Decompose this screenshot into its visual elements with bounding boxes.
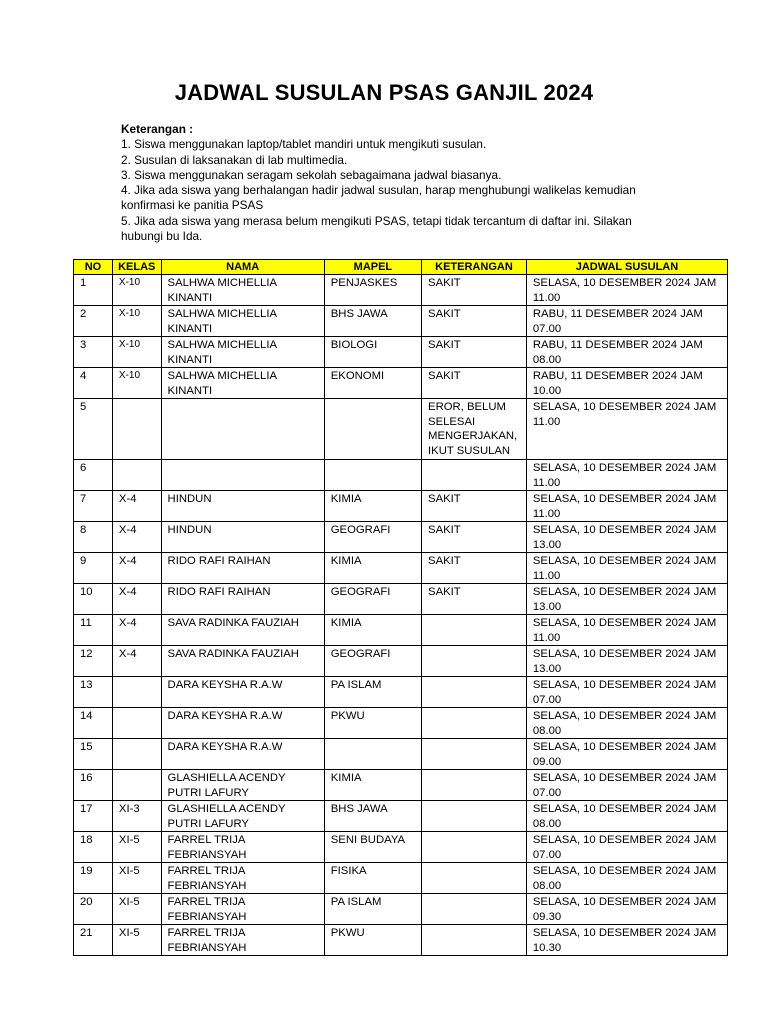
cell-mapel: GEOGRAFI bbox=[324, 584, 421, 615]
cell-nama: FARREL TRIJA FEBRIANSYAH bbox=[161, 863, 324, 894]
column-header-jadwal: JADWAL SUSULAN bbox=[526, 260, 727, 275]
table-row bbox=[74, 863, 728, 894]
cell-nama: SAVA RADINKA FAUZIAH bbox=[161, 615, 324, 646]
cell-nama: FARREL TRIJA FEBRIANSYAH bbox=[161, 894, 324, 925]
cell-mapel: KIMIA bbox=[324, 770, 421, 801]
cell-kelas: XI-5 bbox=[112, 925, 161, 956]
cell-keterangan bbox=[422, 770, 527, 801]
table-row bbox=[74, 491, 728, 522]
cell-kelas bbox=[112, 770, 161, 801]
cell-kelas: XI-5 bbox=[112, 863, 161, 894]
cell-keterangan bbox=[422, 894, 527, 925]
cell-mapel: BHS JAWA bbox=[324, 801, 421, 832]
cell-keterangan: SAKIT bbox=[422, 522, 527, 553]
table-row bbox=[74, 677, 728, 708]
cell-jadwal: SELASA, 10 DESEMBER 2024 JAM 09.00 bbox=[526, 739, 727, 770]
cell-jadwal: RABU, 11 DESEMBER 2024 JAM 07.00 bbox=[526, 306, 727, 337]
cell-mapel: KIMIA bbox=[324, 553, 421, 584]
note-item: 4. Jika ada siswa yang berhalangan hadir jadwal susulan, harap menghubungi walikelas kemudian konfirmasi ke panitia PSAS bbox=[121, 183, 636, 213]
cell-no: 6 bbox=[74, 460, 113, 491]
cell-mapel: BIOLOGI bbox=[324, 337, 421, 368]
note-item: 1. Siswa menggunakan laptop/tablet mandiri untuk mengikuti susulan. bbox=[121, 137, 487, 152]
table-row bbox=[74, 522, 728, 553]
cell-jadwal: SELASA, 10 DESEMBER 2024 JAM 11.00 bbox=[526, 615, 727, 646]
cell-no: 14 bbox=[74, 708, 113, 739]
page-title: JADWAL SUSULAN PSAS GANJIL 2024 bbox=[174, 80, 594, 105]
cell-keterangan bbox=[422, 863, 527, 894]
note-item: 3. Siswa menggunakan seragam sekolah sebagaimana jadwal biasanya. bbox=[121, 167, 502, 182]
table-row bbox=[74, 275, 728, 306]
cell-no: 19 bbox=[74, 863, 113, 894]
cell-jadwal: SELASA, 10 DESEMBER 2024 JAM 11.00 bbox=[526, 491, 727, 522]
cell-kelas: X-10 bbox=[112, 306, 161, 337]
cell-jadwal: SELASA, 10 DESEMBER 2024 JAM 11.00 bbox=[526, 460, 727, 491]
cell-kelas bbox=[112, 677, 161, 708]
cell-nama: RIDO RAFI RAIHAN bbox=[161, 553, 324, 584]
table-row bbox=[74, 646, 728, 677]
column-header-keterangan: KETERANGAN bbox=[422, 260, 527, 275]
cell-nama: DARA KEYSHA R.A.W bbox=[161, 677, 324, 708]
cell-mapel: BHS JAWA bbox=[324, 306, 421, 337]
column-header-kelas: KELAS bbox=[112, 260, 161, 275]
cell-nama: HINDUN bbox=[161, 491, 324, 522]
cell-mapel: PKWU bbox=[324, 925, 421, 956]
table-row bbox=[74, 708, 728, 739]
cell-kelas: X-4 bbox=[112, 584, 161, 615]
column-header-mapel: MAPEL bbox=[324, 260, 421, 275]
cell-keterangan bbox=[422, 801, 527, 832]
cell-kelas: XI-3 bbox=[112, 801, 161, 832]
cell-mapel: PENJASKES bbox=[324, 275, 421, 306]
cell-no: 9 bbox=[74, 553, 113, 584]
cell-kelas: X-4 bbox=[112, 646, 161, 677]
table-row bbox=[74, 368, 728, 399]
cell-kelas: XI-5 bbox=[112, 894, 161, 925]
cell-keterangan bbox=[422, 677, 527, 708]
cell-kelas: X-4 bbox=[112, 491, 161, 522]
notes-section bbox=[121, 122, 666, 244]
cell-jadwal: SELASA, 10 DESEMBER 2024 JAM 13.00 bbox=[526, 584, 727, 615]
cell-kelas bbox=[112, 460, 161, 491]
column-header-nama: NAMA bbox=[161, 260, 324, 275]
cell-kelas bbox=[112, 739, 161, 770]
table-body bbox=[74, 275, 728, 956]
cell-no: 3 bbox=[74, 337, 113, 368]
table-row bbox=[74, 801, 728, 832]
cell-nama: SALHWA MICHELLIA KINANTI bbox=[161, 337, 324, 368]
cell-no: 11 bbox=[74, 615, 113, 646]
cell-mapel: GEOGRAFI bbox=[324, 646, 421, 677]
cell-keterangan: SAKIT bbox=[422, 275, 527, 306]
notes-heading: Keterangan : bbox=[121, 122, 194, 136]
cell-no: 15 bbox=[74, 739, 113, 770]
cell-mapel: EKONOMI bbox=[324, 368, 421, 399]
cell-no: 12 bbox=[74, 646, 113, 677]
table-row bbox=[74, 739, 728, 770]
cell-keterangan: EROR, BELUM SELESAI MENGERJAKAN, IKUT SUSULAN bbox=[422, 399, 527, 460]
note-item: 2. Susulan di laksanakan di lab multimedia. bbox=[121, 152, 348, 167]
cell-keterangan: SAKIT bbox=[422, 306, 527, 337]
cell-nama: GLASHIELLA ACENDY PUTRI LAFURY bbox=[161, 801, 324, 832]
cell-mapel: GEOGRAFI bbox=[324, 522, 421, 553]
cell-nama: FARREL TRIJA FEBRIANSYAH bbox=[161, 832, 324, 863]
cell-kelas: X-4 bbox=[112, 522, 161, 553]
table-row bbox=[74, 584, 728, 615]
cell-mapel bbox=[324, 739, 421, 770]
cell-keterangan: SAKIT bbox=[422, 337, 527, 368]
cell-jadwal: SELASA, 10 DESEMBER 2024 JAM 13.00 bbox=[526, 522, 727, 553]
table-row bbox=[74, 770, 728, 801]
cell-keterangan bbox=[422, 646, 527, 677]
cell-keterangan bbox=[422, 832, 527, 863]
cell-jadwal: SELASA, 10 DESEMBER 2024 JAM 11.00 bbox=[526, 275, 727, 306]
cell-nama: SALHWA MICHELLIA KINANTI bbox=[161, 368, 324, 399]
cell-nama: DARA KEYSHA R.A.W bbox=[161, 739, 324, 770]
cell-keterangan bbox=[422, 739, 527, 770]
cell-mapel: PKWU bbox=[324, 708, 421, 739]
cell-mapel: KIMIA bbox=[324, 491, 421, 522]
cell-keterangan: SAKIT bbox=[422, 584, 527, 615]
cell-no: 5 bbox=[74, 399, 113, 460]
cell-kelas: X-10 bbox=[112, 275, 161, 306]
cell-mapel: KIMIA bbox=[324, 615, 421, 646]
table-row bbox=[74, 337, 728, 368]
column-header-no: NO bbox=[74, 260, 113, 275]
cell-jadwal: RABU, 11 DESEMBER 2024 JAM 08.00 bbox=[526, 337, 727, 368]
schedule-table bbox=[73, 259, 728, 956]
table-header-row bbox=[74, 260, 728, 275]
cell-jadwal: SELASA, 10 DESEMBER 2024 JAM 08.00 bbox=[526, 801, 727, 832]
cell-keterangan: SAKIT bbox=[422, 491, 527, 522]
cell-jadwal: SELASA, 10 DESEMBER 2024 JAM 10.30 bbox=[526, 925, 727, 956]
cell-no: 7 bbox=[74, 491, 113, 522]
cell-jadwal: SELASA, 10 DESEMBER 2024 JAM 13.00 bbox=[526, 646, 727, 677]
cell-no: 13 bbox=[74, 677, 113, 708]
cell-mapel bbox=[324, 460, 421, 491]
cell-jadwal: SELASA, 10 DESEMBER 2024 JAM 11.00 bbox=[526, 553, 727, 584]
table-row bbox=[74, 894, 728, 925]
cell-no: 16 bbox=[74, 770, 113, 801]
cell-keterangan bbox=[422, 708, 527, 739]
cell-mapel bbox=[324, 399, 421, 460]
cell-no: 2 bbox=[74, 306, 113, 337]
table-row bbox=[74, 460, 728, 491]
cell-no: 8 bbox=[74, 522, 113, 553]
cell-jadwal: SELASA, 10 DESEMBER 2024 JAM 08.00 bbox=[526, 863, 727, 894]
cell-nama: FARREL TRIJA FEBRIANSYAH bbox=[161, 925, 324, 956]
cell-mapel: SENI BUDAYA bbox=[324, 832, 421, 863]
cell-jadwal: SELASA, 10 DESEMBER 2024 JAM 08.00 bbox=[526, 708, 727, 739]
note-item: 5. Jika ada siswa yang merasa belum mengikuti PSAS, tetapi tidak tercantum di daftar ini. Silakan hubungi bu Ida. bbox=[121, 213, 632, 244]
cell-no: 10 bbox=[74, 584, 113, 615]
table-row bbox=[74, 925, 728, 956]
cell-nama bbox=[161, 399, 324, 460]
cell-kelas bbox=[112, 399, 161, 460]
table-row bbox=[74, 553, 728, 584]
cell-kelas: X-4 bbox=[112, 615, 161, 646]
cell-mapel: PA ISLAM bbox=[324, 894, 421, 925]
cell-no: 20 bbox=[74, 894, 113, 925]
cell-nama: SALHWA MICHELLIA KINANTI bbox=[161, 275, 324, 306]
cell-keterangan bbox=[422, 460, 527, 491]
cell-jadwal: SELASA, 10 DESEMBER 2024 JAM 07.00 bbox=[526, 770, 727, 801]
cell-nama: RIDO RAFI RAIHAN bbox=[161, 584, 324, 615]
cell-jadwal: SELASA, 10 DESEMBER 2024 JAM 09.30 bbox=[526, 894, 727, 925]
table-row bbox=[74, 399, 728, 460]
cell-kelas: XI-5 bbox=[112, 832, 161, 863]
cell-jadwal: SELASA, 10 DESEMBER 2024 JAM 11.00 bbox=[526, 399, 727, 460]
cell-kelas: X-4 bbox=[112, 553, 161, 584]
cell-kelas: X-10 bbox=[112, 368, 161, 399]
cell-nama bbox=[161, 460, 324, 491]
cell-kelas bbox=[112, 708, 161, 739]
cell-keterangan bbox=[422, 925, 527, 956]
cell-nama: SAVA RADINKA FAUZIAH bbox=[161, 646, 324, 677]
cell-keterangan: SAKIT bbox=[422, 368, 527, 399]
cell-no: 21 bbox=[74, 925, 113, 956]
cell-nama: GLASHIELLA ACENDY PUTRI LAFURY bbox=[161, 770, 324, 801]
cell-keterangan bbox=[422, 615, 527, 646]
cell-jadwal: SELASA, 10 DESEMBER 2024 JAM 07.00 bbox=[526, 832, 727, 863]
cell-no: 17 bbox=[74, 801, 113, 832]
cell-nama: HINDUN bbox=[161, 522, 324, 553]
cell-jadwal: RABU, 11 DESEMBER 2024 JAM 10.00 bbox=[526, 368, 727, 399]
cell-no: 18 bbox=[74, 832, 113, 863]
cell-keterangan: SAKIT bbox=[422, 553, 527, 584]
table-row bbox=[74, 832, 728, 863]
cell-jadwal: SELASA, 10 DESEMBER 2024 JAM 07.00 bbox=[526, 677, 727, 708]
cell-kelas: X-10 bbox=[112, 337, 161, 368]
table-row bbox=[74, 306, 728, 337]
cell-nama: SALHWA MICHELLIA KINANTI bbox=[161, 306, 324, 337]
cell-nama: DARA KEYSHA R.A.W bbox=[161, 708, 324, 739]
cell-mapel: FISIKA bbox=[324, 863, 421, 894]
cell-no: 4 bbox=[74, 368, 113, 399]
cell-no: 1 bbox=[74, 275, 113, 306]
table-row bbox=[74, 615, 728, 646]
cell-mapel: PA ISLAM bbox=[324, 677, 421, 708]
